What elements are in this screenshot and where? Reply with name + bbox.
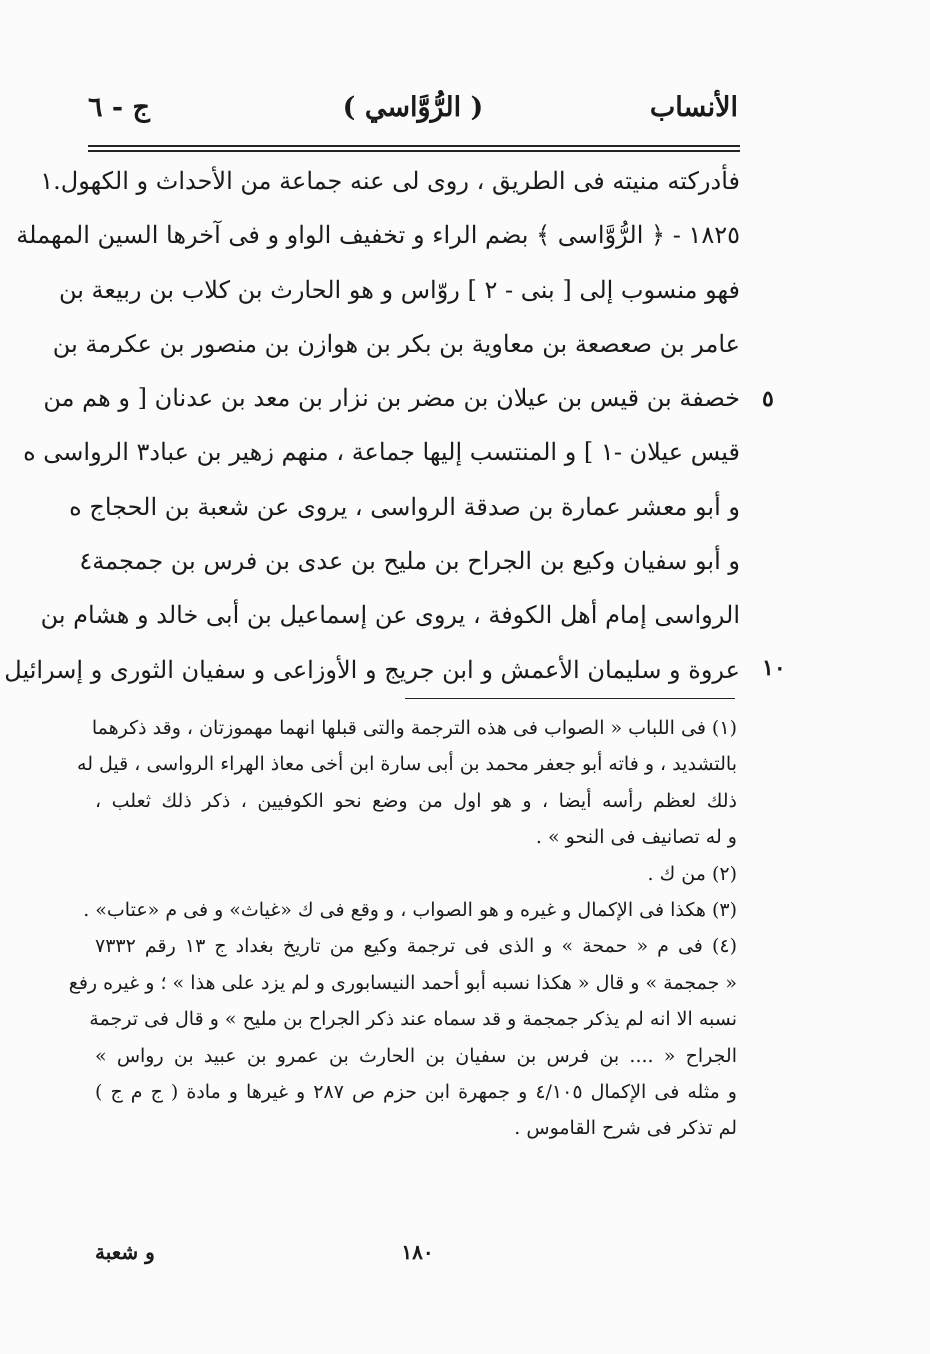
footnote-line: و له تصانيف فى النحو » . (535, 826, 737, 849)
footnote-line: ذلك لعظم رأسه أيضا ، و هو اول من وضع نحو الكوفيين ، ذكر ذلك ثعلب ، (95, 789, 737, 812)
footnote-line: (٤) فى م « حمحة » و الذى فى ترجمة وكيع من تاريخ بغداد ج ١٣ رقم ٧٣٣٢ (95, 935, 737, 958)
text-line: عروة و سليمان الأعمش و ابن جريج و الأوزاعى و سفيان الثورى و إسرائيل (4, 655, 740, 684)
text-line: قيس عيلان -١ ] و المنتسب إليها جماعة ، منهم زهير بن عباد٣ الرواسى ه (23, 438, 740, 467)
line-number-5: ٥ (762, 386, 774, 412)
footnote-line: الجراح « .... بن فرس بن سفيان بن الحارث بن عمرو بن عبيد بن رواس » (95, 1044, 737, 1067)
text-line: فهو منسوب إلى [ بنى - ٢ ] روّاس و هو الحارث بن كلاب بن ربيعة بن (58, 275, 740, 304)
footnote-line: لم تذكر فى شرح القاموس . (514, 1117, 737, 1140)
footnote-line: بالتشديد ، و فاته أبو جعفر محمد بن أبى سارة ابن أخى معاذ الهراء الرواسى ، قيل له (77, 753, 737, 776)
text-line: و أبو سفيان وكيع بن الجراح بن مليح بن عدى بن فرس بن جمجمة٤ (79, 547, 740, 576)
main-text (4, 158, 740, 701)
text-line: ١٨٢٥ - ﴿ الرُّوَّاسى ﴾ بضم الراء و تخفيف الواو و فى آخرها السين المهملة (16, 221, 740, 250)
footnote-line: « جمجمة » و قال « هكذا نسبه أبو أحمد النيسابورى و لم يزد على هذا » ؛ و غيره رفع (68, 971, 737, 994)
footnote-line: (١) فى اللباب « الصواب فى هذه الترجمة والتى قبلها انهما مهموزتان ، وقد ذكرهما (91, 717, 737, 739)
footnote-line: و مثله فى الإكمال ٤/١٠٥ و جمهرة ابن حزم ص ٢٨٧ و غيرها و مادة ( ج م ج ) (95, 1080, 737, 1103)
header-entry-title: ( الرُّوَّاسي ) (342, 92, 484, 123)
running-header (88, 92, 738, 132)
line-number-10: ١٠ (762, 655, 786, 681)
footnote-separator (405, 698, 735, 699)
footnote-line: نسبه الا انه لم يذكر جمجمة و قد سماه عند ذكر الجراح بن مليح » و قال فى ترجمة (89, 1008, 737, 1031)
text-line: عامر بن صعصعة بن معاوية بن بكر بن هوازن بن منصور بن عكرمة بن (52, 329, 740, 358)
header-volume: ج - ٦ (88, 92, 150, 123)
text-line: فأدركته منيته فى الطريق ، روى لى عنه جماعة من الأحداث و الكهول.١ (40, 167, 740, 195)
header-rule-top (88, 145, 740, 147)
page-footer (95, 1240, 740, 1272)
footnote-line: (٣) هكذا فى الإكمال و غيره و هو الصواب ، و وقع فى ك «غياث» و فى م «عتاب» . (83, 898, 737, 921)
text-line: الرواسى إمام أهل الكوفة ، يروى عن إسماعيل بن أبى خالد و هشام بن (40, 601, 740, 630)
text-line: و أبو معشر عمارة بن صدقة الرواسى ، يروى عن شعبة بن الحجاج ه (69, 492, 740, 521)
page-number: ١٨٠ (401, 1240, 434, 1264)
footnote-line: (٢) من ك . (647, 862, 737, 885)
footnotes (68, 712, 737, 1149)
catchword: و شعبة (95, 1240, 155, 1264)
header-book-title: الأنساب (649, 92, 738, 123)
header-rule-bottom (88, 150, 740, 152)
text-line: خصفة بن قيس بن عيلان بن مضر بن نزار بن معد بن عدنان [ و هم من (43, 384, 740, 413)
